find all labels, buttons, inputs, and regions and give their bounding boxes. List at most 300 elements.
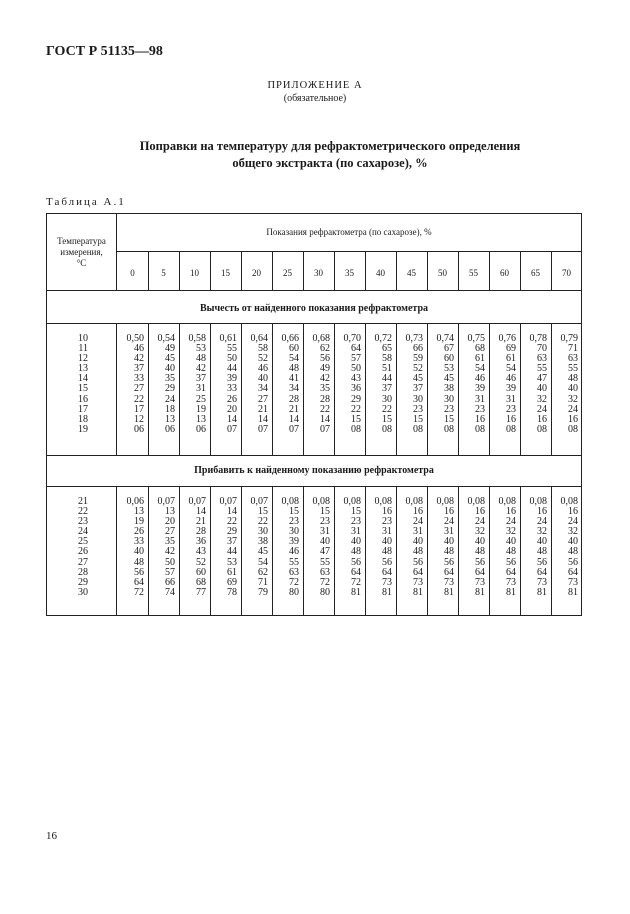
table-cell: 0,08 bbox=[374, 496, 392, 507]
table-cell: 06 bbox=[165, 423, 175, 435]
table-cell: 46 bbox=[506, 373, 516, 385]
value-column bbox=[520, 497, 547, 598]
table-cell: 64 bbox=[475, 566, 485, 578]
table-title bbox=[80, 138, 580, 172]
table-cell: 27 bbox=[165, 526, 175, 538]
table-cell: 31 bbox=[320, 526, 330, 538]
table-cell: 13 bbox=[196, 413, 206, 425]
document-code: ГОСТ Р 51135—98 bbox=[46, 44, 163, 59]
table-cell: 40 bbox=[320, 536, 330, 548]
column-header: 60 bbox=[500, 268, 509, 278]
table-cell: 07 bbox=[227, 423, 237, 435]
temperature-cell: 11 bbox=[78, 343, 88, 355]
table-cell: 0,08 bbox=[529, 496, 547, 507]
temperature-cell: 13 bbox=[78, 363, 88, 375]
value-column bbox=[241, 497, 268, 598]
column-header: 55 bbox=[469, 268, 478, 278]
table-cell: 72 bbox=[289, 576, 299, 588]
table-cell: 37 bbox=[227, 536, 237, 548]
table-cell: 16 bbox=[568, 506, 578, 518]
table-cell: 31 bbox=[196, 383, 206, 395]
table-cell: 0,79 bbox=[560, 333, 578, 344]
table-cell: 0,78 bbox=[529, 333, 547, 344]
table-cell: 40 bbox=[444, 536, 454, 548]
table-cell: 23 bbox=[506, 403, 516, 415]
table-cell: 24 bbox=[568, 516, 578, 528]
table-cell: 24 bbox=[506, 516, 516, 528]
table-cell: 48 bbox=[568, 546, 578, 558]
table-cell: 47 bbox=[537, 373, 547, 385]
table-cell: 54 bbox=[289, 353, 299, 365]
table-cell: 40 bbox=[165, 363, 175, 375]
table-cell: 30 bbox=[382, 393, 392, 405]
table-cell: 0,08 bbox=[467, 496, 485, 507]
table-cell: 23 bbox=[382, 516, 392, 528]
table-cell: 73 bbox=[568, 576, 578, 588]
table-cell: 21 bbox=[289, 403, 299, 415]
table-cell: 22 bbox=[320, 403, 330, 415]
table-cell: 29 bbox=[227, 526, 237, 538]
table-cell: 16 bbox=[568, 413, 578, 425]
table-cell: 55 bbox=[289, 556, 299, 568]
table-cell: 43 bbox=[196, 546, 206, 558]
table-cell: 40 bbox=[475, 536, 485, 548]
table-cell: 50 bbox=[165, 556, 175, 568]
value-column bbox=[427, 334, 454, 435]
table-cell: 31 bbox=[351, 526, 361, 538]
temperature-cell: 17 bbox=[78, 403, 88, 415]
table-cell: 48 bbox=[568, 373, 578, 385]
table-cell: 64 bbox=[413, 566, 423, 578]
table-cell: 45 bbox=[444, 373, 454, 385]
table-cell: 81 bbox=[568, 586, 578, 598]
table-cell: 27 bbox=[258, 393, 268, 405]
table-cell: 14 bbox=[227, 413, 237, 425]
table-cell: 23 bbox=[351, 516, 361, 528]
table-cell: 63 bbox=[537, 353, 547, 365]
temperature-header bbox=[47, 236, 116, 269]
value-column bbox=[458, 334, 485, 435]
table-cell: 46 bbox=[289, 546, 299, 558]
table-cell: 37 bbox=[196, 373, 206, 385]
table-cell: 31 bbox=[413, 526, 423, 538]
table-cell: 46 bbox=[134, 343, 144, 355]
table-cell: 0,08 bbox=[436, 496, 454, 507]
table-cell: 68 bbox=[196, 576, 206, 588]
table-cell: 31 bbox=[444, 526, 454, 538]
table-cell: 72 bbox=[320, 576, 330, 588]
table-cell: 64 bbox=[134, 576, 144, 588]
table-cell: 15 bbox=[289, 506, 299, 518]
table-cell: 48 bbox=[506, 546, 516, 558]
table-cell: 51 bbox=[382, 363, 392, 375]
table-cell: 08 bbox=[351, 423, 361, 435]
table-cell: 56 bbox=[475, 556, 485, 568]
table-cell: 26 bbox=[227, 393, 237, 405]
table-cell: 53 bbox=[196, 343, 206, 355]
value-column bbox=[334, 497, 361, 598]
table-cell: 64 bbox=[537, 566, 547, 578]
table-cell: 40 bbox=[568, 383, 578, 395]
table-cell: 36 bbox=[351, 383, 361, 395]
temperature-cell: 15 bbox=[78, 383, 88, 395]
table-cell: 48 bbox=[196, 353, 206, 365]
table-cell: 48 bbox=[475, 546, 485, 558]
table-cell: 28 bbox=[320, 393, 330, 405]
table-cell: 55 bbox=[227, 343, 237, 355]
table-cell: 61 bbox=[475, 353, 485, 365]
table-cell: 63 bbox=[568, 353, 578, 365]
table-cell: 23 bbox=[413, 403, 423, 415]
table-cell: 81 bbox=[413, 586, 423, 598]
table-cell: 59 bbox=[413, 353, 423, 365]
table-cell: 23 bbox=[475, 403, 485, 415]
table-cell: 63 bbox=[289, 566, 299, 578]
table-cell: 53 bbox=[444, 363, 454, 375]
table-cell: 73 bbox=[444, 576, 454, 588]
table-cell: 38 bbox=[444, 383, 454, 395]
table-cell: 24 bbox=[165, 393, 175, 405]
value-column bbox=[520, 334, 547, 435]
table-cell: 24 bbox=[444, 516, 454, 528]
table-cell: 0,58 bbox=[188, 333, 206, 344]
table-cell: 06 bbox=[196, 423, 206, 435]
table-cell: 18 bbox=[165, 403, 175, 415]
table-cell: 35 bbox=[165, 373, 175, 385]
table-cell: 50 bbox=[227, 353, 237, 365]
table-cell: 0,76 bbox=[498, 333, 516, 344]
table-cell: 08 bbox=[506, 423, 516, 435]
temperature-cell: 18 bbox=[78, 413, 88, 425]
table-cell: 22 bbox=[351, 403, 361, 415]
table-cell: 15 bbox=[444, 413, 454, 425]
table-cell: 46 bbox=[258, 363, 268, 375]
table-cell: 32 bbox=[537, 526, 547, 538]
table-cell: 81 bbox=[351, 586, 361, 598]
table-cell: 0,06 bbox=[126, 496, 144, 507]
table-cell: 13 bbox=[165, 413, 175, 425]
table-cell: 72 bbox=[351, 576, 361, 588]
value-column bbox=[210, 497, 237, 598]
table-cell: 78 bbox=[227, 586, 237, 598]
temperature-column bbox=[66, 497, 88, 598]
table-cell: 58 bbox=[258, 343, 268, 355]
table-cell: 81 bbox=[506, 586, 516, 598]
table-cell: 0,08 bbox=[343, 496, 361, 507]
table-cell: 81 bbox=[444, 586, 454, 598]
table-cell: 47 bbox=[320, 546, 330, 558]
value-column bbox=[334, 334, 361, 435]
value-column bbox=[551, 497, 578, 598]
table-cell: 16 bbox=[537, 413, 547, 425]
table-cell: 23 bbox=[444, 403, 454, 415]
table-cell: 81 bbox=[382, 586, 392, 598]
table-cell: 07 bbox=[320, 423, 330, 435]
table-cell: 0,54 bbox=[157, 333, 175, 344]
table-cell: 22 bbox=[134, 393, 144, 405]
table-cell: 48 bbox=[537, 546, 547, 558]
table-cell: 37 bbox=[134, 363, 144, 375]
table-cell: 73 bbox=[413, 576, 423, 588]
table-cell: 23 bbox=[320, 516, 330, 528]
table-cell: 44 bbox=[227, 546, 237, 558]
value-column bbox=[148, 497, 175, 598]
table-cell: 55 bbox=[568, 363, 578, 375]
value-column bbox=[210, 334, 237, 435]
appendix-note: (обязательное) bbox=[283, 93, 347, 104]
table-cell: 35 bbox=[320, 383, 330, 395]
table-cell: 28 bbox=[196, 526, 206, 538]
table-cell: 22 bbox=[258, 516, 268, 528]
temperature-header-line: Температура bbox=[57, 236, 106, 246]
refractometer-header: Показания рефрактометра (по сахарозе), % bbox=[266, 227, 432, 237]
table-cell: 69 bbox=[227, 576, 237, 588]
temperature-header-line: °С bbox=[76, 258, 87, 268]
table-cell: 33 bbox=[227, 383, 237, 395]
temperature-column bbox=[66, 334, 88, 435]
temperature-cell: 29 bbox=[78, 576, 88, 588]
table-cell: 40 bbox=[568, 536, 578, 548]
value-column bbox=[458, 497, 485, 598]
table-cell: 33 bbox=[134, 373, 144, 385]
table-cell: 32 bbox=[537, 393, 547, 405]
value-column bbox=[179, 497, 206, 598]
table-cell: 39 bbox=[506, 383, 516, 395]
table-cell: 68 bbox=[475, 343, 485, 355]
table-cell: 45 bbox=[165, 353, 175, 365]
table-cell: 40 bbox=[351, 536, 361, 548]
table-horizontal-rule bbox=[117, 251, 582, 252]
table-cell: 08 bbox=[413, 423, 423, 435]
table-cell: 20 bbox=[165, 516, 175, 528]
value-column bbox=[272, 334, 299, 435]
table-cell: 31 bbox=[506, 393, 516, 405]
table-cell: 14 bbox=[320, 413, 330, 425]
table-cell: 48 bbox=[444, 546, 454, 558]
table-cell: 24 bbox=[475, 516, 485, 528]
table-cell: 71 bbox=[258, 576, 268, 588]
table-cell: 66 bbox=[413, 343, 423, 355]
table-horizontal-rule bbox=[46, 486, 582, 487]
temperature-header-line: измерения, bbox=[60, 247, 103, 257]
table-cell: 42 bbox=[165, 546, 175, 558]
table-cell: 08 bbox=[568, 423, 578, 435]
table-cell: 52 bbox=[413, 363, 423, 375]
table-cell: 16 bbox=[444, 506, 454, 518]
table-cell: 24 bbox=[568, 403, 578, 415]
column-header: 30 bbox=[314, 268, 323, 278]
table-cell: 16 bbox=[475, 506, 485, 518]
table-cell: 24 bbox=[537, 516, 547, 528]
table-cell: 71 bbox=[568, 343, 578, 355]
value-column bbox=[365, 497, 392, 598]
value-column bbox=[396, 334, 423, 435]
table-cell: 08 bbox=[537, 423, 547, 435]
temperature-cell: 22 bbox=[78, 506, 88, 518]
table-cell: 55 bbox=[320, 556, 330, 568]
table-cell: 35 bbox=[165, 536, 175, 548]
table-cell: 06 bbox=[134, 423, 144, 435]
temperature-cell: 16 bbox=[78, 393, 88, 405]
value-column bbox=[272, 497, 299, 598]
temperature-cell: 28 bbox=[78, 566, 88, 578]
table-cell: 56 bbox=[320, 353, 330, 365]
table-cell: 0,68 bbox=[312, 333, 330, 344]
table-cell: 56 bbox=[568, 556, 578, 568]
table-cell: 56 bbox=[413, 556, 423, 568]
temperature-cell: 10 bbox=[78, 333, 88, 344]
temperature-cell: 30 bbox=[78, 586, 88, 598]
table-cell: 16 bbox=[506, 506, 516, 518]
table-cell: 23 bbox=[289, 516, 299, 528]
table-cell: 26 bbox=[134, 526, 144, 538]
value-column bbox=[117, 334, 144, 435]
table-cell: 21 bbox=[258, 403, 268, 415]
table-cell: 43 bbox=[351, 373, 361, 385]
table-cell: 60 bbox=[289, 343, 299, 355]
table-cell: 0,75 bbox=[467, 333, 485, 344]
table-cell: 15 bbox=[320, 506, 330, 518]
table-cell: 14 bbox=[227, 506, 237, 518]
table-cell: 15 bbox=[382, 413, 392, 425]
table-cell: 19 bbox=[196, 403, 206, 415]
column-header: 25 bbox=[283, 268, 292, 278]
table-cell: 49 bbox=[320, 363, 330, 375]
value-column bbox=[396, 497, 423, 598]
table-cell: 40 bbox=[506, 536, 516, 548]
table-cell: 32 bbox=[568, 393, 578, 405]
column-header: 50 bbox=[438, 268, 447, 278]
table-cell: 65 bbox=[382, 343, 392, 355]
table-cell: 56 bbox=[537, 556, 547, 568]
table-cell: 81 bbox=[537, 586, 547, 598]
table-cell: 16 bbox=[537, 506, 547, 518]
table-cell: 16 bbox=[413, 506, 423, 518]
table-cell: 56 bbox=[444, 556, 454, 568]
table-cell: 0,66 bbox=[281, 333, 299, 344]
table-cell: 15 bbox=[351, 413, 361, 425]
table-cell: 64 bbox=[568, 566, 578, 578]
table-label: Таблица А.1 bbox=[46, 196, 126, 208]
temperature-cell: 26 bbox=[78, 546, 88, 558]
table-cell: 30 bbox=[444, 393, 454, 405]
table-cell: 34 bbox=[258, 383, 268, 395]
table-cell: 13 bbox=[134, 506, 144, 518]
table-cell: 16 bbox=[506, 413, 516, 425]
table-cell: 36 bbox=[196, 536, 206, 548]
table-cell: 54 bbox=[506, 363, 516, 375]
table-cell: 37 bbox=[413, 383, 423, 395]
table-cell: 0,61 bbox=[219, 333, 237, 344]
table-cell: 07 bbox=[289, 423, 299, 435]
temperature-cell: 25 bbox=[78, 536, 88, 548]
table-cell: 60 bbox=[444, 353, 454, 365]
table-cell: 0,73 bbox=[405, 333, 423, 344]
table-cell: 73 bbox=[382, 576, 392, 588]
value-column bbox=[179, 334, 206, 435]
temperature-cell: 12 bbox=[78, 353, 88, 365]
table-cell: 52 bbox=[196, 556, 206, 568]
table-cell: 24 bbox=[413, 516, 423, 528]
table-cell: 42 bbox=[320, 373, 330, 385]
table-cell: 44 bbox=[227, 363, 237, 375]
temperature-cell: 27 bbox=[78, 556, 88, 568]
table-cell: 19 bbox=[134, 516, 144, 528]
table-cell: 37 bbox=[382, 383, 392, 395]
temperature-cell: 23 bbox=[78, 516, 88, 528]
column-header: 70 bbox=[562, 268, 571, 278]
table-cell: 69 bbox=[506, 343, 516, 355]
table-cell: 57 bbox=[165, 566, 175, 578]
table-cell: 64 bbox=[351, 343, 361, 355]
value-column bbox=[427, 497, 454, 598]
table-cell: 63 bbox=[320, 566, 330, 578]
table-cell: 0,07 bbox=[219, 496, 237, 507]
table-cell: 40 bbox=[134, 546, 144, 558]
value-column bbox=[148, 334, 175, 435]
table-cell: 77 bbox=[196, 586, 206, 598]
table-cell: 61 bbox=[506, 353, 516, 365]
table-cell: 62 bbox=[320, 343, 330, 355]
table-cell: 30 bbox=[289, 526, 299, 538]
table-cell: 60 bbox=[196, 566, 206, 578]
table-cell: 74 bbox=[165, 586, 175, 598]
table-cell: 49 bbox=[165, 343, 175, 355]
table-cell: 0,07 bbox=[157, 496, 175, 507]
table-cell: 66 bbox=[165, 576, 175, 588]
value-column bbox=[365, 334, 392, 435]
column-header: 35 bbox=[345, 268, 354, 278]
table-cell: 28 bbox=[289, 393, 299, 405]
table-cell: 08 bbox=[382, 423, 392, 435]
table-cell: 46 bbox=[475, 373, 485, 385]
value-column bbox=[489, 497, 516, 598]
temperature-cell: 19 bbox=[78, 423, 88, 435]
table-cell: 80 bbox=[289, 586, 299, 598]
table-cell: 73 bbox=[475, 576, 485, 588]
table-cell: 16 bbox=[475, 413, 485, 425]
table-cell: 45 bbox=[258, 546, 268, 558]
table-cell: 29 bbox=[351, 393, 361, 405]
table-cell: 22 bbox=[382, 403, 392, 415]
table-cell: 56 bbox=[134, 566, 144, 578]
table-cell: 64 bbox=[444, 566, 454, 578]
table-cell: 48 bbox=[382, 546, 392, 558]
table-cell: 72 bbox=[134, 586, 144, 598]
column-header: 15 bbox=[221, 268, 230, 278]
table-cell: 40 bbox=[537, 383, 547, 395]
table-cell: 29 bbox=[165, 383, 175, 395]
title-line-2: общего экстракта (по сахарозе), % bbox=[232, 156, 428, 170]
title-line-1: Поправки на температуру для рефрактометрического определения bbox=[139, 139, 521, 153]
column-header: 40 bbox=[376, 268, 385, 278]
table-cell: 0,08 bbox=[498, 496, 516, 507]
table-cell: 62 bbox=[258, 566, 268, 578]
table-cell: 64 bbox=[351, 566, 361, 578]
column-header: 45 bbox=[407, 268, 416, 278]
value-column bbox=[303, 497, 330, 598]
table-cell: 73 bbox=[506, 576, 516, 588]
table-cell: 25 bbox=[196, 393, 206, 405]
table-cell: 41 bbox=[289, 373, 299, 385]
value-column bbox=[241, 334, 268, 435]
table-cell: 08 bbox=[444, 423, 454, 435]
table-cell: 0,72 bbox=[374, 333, 392, 344]
table-cell: 32 bbox=[475, 526, 485, 538]
value-column bbox=[489, 334, 516, 435]
page-number: 16 bbox=[46, 830, 57, 842]
table-cell: 61 bbox=[227, 566, 237, 578]
